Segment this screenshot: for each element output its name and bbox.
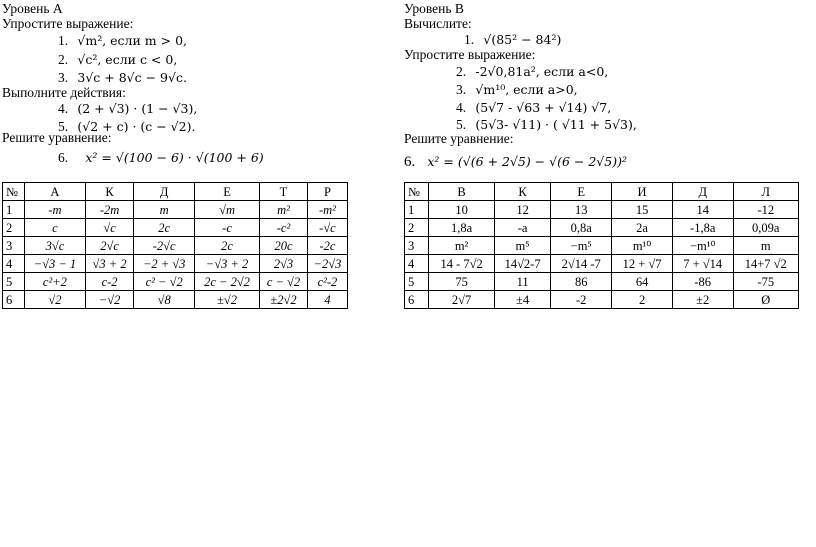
table-row <box>3 237 348 255</box>
task-number: 5. <box>456 117 467 132</box>
answer-cell: √c <box>85 219 134 237</box>
answer-cell: 2√c <box>85 237 134 255</box>
answer-cell: 86 <box>551 273 612 291</box>
answer-cell: 10 <box>429 201 495 219</box>
task-b1 <box>464 32 561 48</box>
row-number: 2 <box>405 219 429 237</box>
column-header: Д <box>672 183 733 201</box>
column-header: К <box>494 183 550 201</box>
column-header: Е <box>551 183 612 201</box>
task-expression: (5√7 - √63 + √14) √7, <box>475 100 612 115</box>
answer-cell: −2 + √3 <box>134 255 195 273</box>
answer-cell: 14 - 7√2 <box>429 255 495 273</box>
answer-cell: −√3 + 2 <box>194 255 259 273</box>
answer-cell: 2√14 -7 <box>551 255 612 273</box>
task-2 <box>58 52 177 68</box>
answer-cell: c²-2 <box>307 273 347 291</box>
answer-cell: m² <box>260 201 308 219</box>
simplify-title-b: Упростите выражение: <box>404 47 536 62</box>
answer-cell: √2 <box>25 291 86 309</box>
answer-cell: -2m <box>85 201 134 219</box>
task-b4 <box>456 100 611 116</box>
compute-title: Вычислите: <box>404 16 472 31</box>
answer-cell: c² − √2 <box>134 273 195 291</box>
task-expression: (5√3- √11) · ( √11 + 5√3), <box>475 117 637 132</box>
row-number: 5 <box>3 273 25 291</box>
task-3 <box>58 70 187 86</box>
answer-cell: -m <box>25 201 86 219</box>
answer-cell: 7 + √14 <box>672 255 733 273</box>
answer-cell: c − √2 <box>260 273 308 291</box>
task-6 <box>58 150 264 166</box>
row-number: 3 <box>405 237 429 255</box>
task-number: 5. <box>58 119 69 134</box>
task-expression: √m², если m > 0, <box>77 33 187 48</box>
row-number: 1 <box>3 201 25 219</box>
task-expression: √c², если c < 0, <box>77 52 178 67</box>
answer-cell: 12 <box>494 201 550 219</box>
table-row <box>3 201 348 219</box>
answer-cell: 2√3 <box>260 255 308 273</box>
answer-cell: √m <box>194 201 259 219</box>
task-expression: √(85² − 84²) <box>483 32 562 47</box>
task-number: 2. <box>58 52 69 67</box>
table-row <box>405 219 799 237</box>
answer-cell: m <box>134 201 195 219</box>
answer-cell: √3 + 2 <box>85 255 134 273</box>
column-header: В <box>429 183 495 201</box>
answer-cell: 14√2-7 <box>494 255 550 273</box>
answer-cell: c-2 <box>85 273 134 291</box>
answer-cell: −2√3 <box>307 255 347 273</box>
answer-cell: 2c <box>134 219 195 237</box>
answer-cell: 15 <box>612 201 673 219</box>
answer-cell: -a <box>494 219 550 237</box>
task-expression: (√2 + c) · (c − √2). <box>77 119 196 134</box>
answer-cell: −√3 − 1 <box>25 255 86 273</box>
task-expression: (2 + √3) · (1 − √3), <box>77 101 198 116</box>
table-header-row <box>3 183 348 201</box>
answer-cell: 0,8a <box>551 219 612 237</box>
answer-cell: m² <box>429 237 495 255</box>
answer-cell: 2c − 2√2 <box>194 273 259 291</box>
task-number: 2. <box>456 64 467 79</box>
level-b-title: Уровень В <box>404 1 464 16</box>
answer-cell: -1,8a <box>672 219 733 237</box>
answer-cell: 4 <box>307 291 347 309</box>
level-a-title: Уровень А <box>2 1 63 16</box>
column-header: К <box>85 183 134 201</box>
task-expression: -2√0,81a², если a<0, <box>475 64 609 79</box>
answer-cell: -c <box>194 219 259 237</box>
task-number: 1. <box>58 33 69 48</box>
column-header: А <box>25 183 86 201</box>
answer-cell: 0,09a <box>733 219 798 237</box>
column-header: № <box>3 183 25 201</box>
answer-cell: 64 <box>612 273 673 291</box>
simplify-title: Упростите выражение: <box>2 16 134 31</box>
column-header: И <box>612 183 673 201</box>
row-number: 2 <box>3 219 25 237</box>
actions-title: Выполните действия: <box>2 85 126 100</box>
task-b3 <box>456 82 578 98</box>
task-number: 3. <box>456 82 467 97</box>
answer-cell: Ø <box>733 291 798 309</box>
table-row <box>405 255 799 273</box>
task-expression: x² = √(100 − 6) · √(100 + 6) <box>85 150 264 165</box>
answer-cell: √8 <box>134 291 195 309</box>
row-number: 6 <box>405 291 429 309</box>
answer-cell: ±√2 <box>194 291 259 309</box>
task-number: 4. <box>456 100 467 115</box>
column-header: Т <box>260 183 308 201</box>
answer-cell: 20c <box>260 237 308 255</box>
answer-cell: 2a <box>612 219 673 237</box>
answer-cell: -m² <box>307 201 347 219</box>
table-row <box>405 201 799 219</box>
task-b2 <box>456 64 608 80</box>
answer-cell: c <box>25 219 86 237</box>
column-header: Р <box>307 183 347 201</box>
answer-cell: 3√c <box>25 237 86 255</box>
row-number: 3 <box>3 237 25 255</box>
column-header: Л <box>733 183 798 201</box>
task-number: 6. <box>404 154 416 170</box>
answer-cell: 1,8a <box>429 219 495 237</box>
table-row <box>3 291 348 309</box>
answer-cell: 11 <box>494 273 550 291</box>
table-row <box>405 273 799 291</box>
table-row <box>3 255 348 273</box>
answer-cell: 13 <box>551 201 612 219</box>
answer-cell: ±2 <box>672 291 733 309</box>
answer-cell: 2c <box>194 237 259 255</box>
table-row <box>3 273 348 291</box>
table-row <box>405 291 799 309</box>
task-4 <box>58 101 197 117</box>
task-expression: √m¹⁰, если a>0, <box>475 82 578 97</box>
row-number: 1 <box>405 201 429 219</box>
answer-cell: c²+2 <box>25 273 86 291</box>
answer-cell: -75 <box>733 273 798 291</box>
answer-cell: 14+7 √2 <box>733 255 798 273</box>
table-row <box>3 219 348 237</box>
task-number: 3. <box>58 70 69 85</box>
answer-cell: -2√c <box>134 237 195 255</box>
answer-cell: -c² <box>260 219 308 237</box>
answer-cell: ±2√2 <box>260 291 308 309</box>
column-header: № <box>405 183 429 201</box>
task-number: 4. <box>58 101 69 116</box>
answer-cell: −m¹⁰ <box>672 237 733 255</box>
answer-cell: -2c <box>307 237 347 255</box>
table-header-row <box>405 183 799 201</box>
equation-title: Решите уравнение: <box>2 130 112 145</box>
task-number: 1. <box>464 32 475 47</box>
row-number: 4 <box>405 255 429 273</box>
task-number: 6. <box>58 150 69 165</box>
column-header: Е <box>194 183 259 201</box>
answer-cell: −√2 <box>85 291 134 309</box>
task-b6 <box>404 154 627 170</box>
answer-table-b <box>404 182 799 309</box>
answer-cell: -√c <box>307 219 347 237</box>
answer-cell: 14 <box>672 201 733 219</box>
answer-cell: ±4 <box>494 291 550 309</box>
answer-cell: m <box>733 237 798 255</box>
answer-table-a <box>2 182 348 309</box>
row-number: 5 <box>405 273 429 291</box>
table-row <box>405 237 799 255</box>
answer-cell: m¹⁰ <box>612 237 673 255</box>
answer-cell: 75 <box>429 273 495 291</box>
answer-cell: -12 <box>733 201 798 219</box>
column-header: Д <box>134 183 195 201</box>
answer-cell: 12 + √7 <box>612 255 673 273</box>
row-number: 6 <box>3 291 25 309</box>
task-1 <box>58 33 187 49</box>
task-expression: 3√c + 8√c − 9√c. <box>77 70 187 85</box>
task-expression: x² = (√(6 + 2√5) − √(6 − 2√5))² <box>427 154 627 169</box>
answer-cell: m⁵ <box>494 237 550 255</box>
equation-title-b: Решите уравнение: <box>404 131 514 146</box>
answer-cell: 2 <box>612 291 673 309</box>
answer-cell: -86 <box>672 273 733 291</box>
answer-cell: 2√7 <box>429 291 495 309</box>
answer-cell: −m⁵ <box>551 237 612 255</box>
row-number: 4 <box>3 255 25 273</box>
answer-cell: -2 <box>551 291 612 309</box>
